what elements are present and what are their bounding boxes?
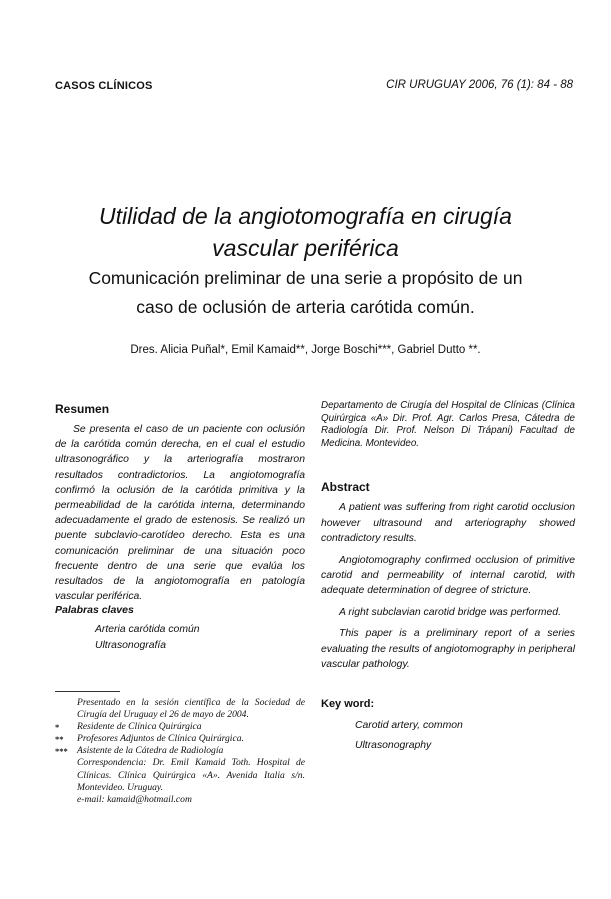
abstract-heading: Abstract (321, 480, 370, 495)
keyword-item: Ultrasonography (355, 740, 432, 752)
section-label: CASOS CLÍNICOS (55, 80, 153, 92)
palabras-claves-heading: Palabras claves (55, 604, 134, 617)
abstract-paragraph: Angiotomography confirmed occlusion of primitive carotid and permeability of internal carotid, with adequate determination of degree of stricture. (321, 554, 575, 597)
footnote-item: *** Asistente de la Cátedra de Radiología (55, 745, 224, 757)
palabras-claves-list (95, 622, 305, 654)
footnote-item: ** Profesores Adjuntos de Clínica Quirúrgica. (55, 733, 244, 745)
footnote-correspondence: Correspondencia: Dr. Emil Kamaid Toth. Hospital de Clínicas. Clínica Quirúrgica «A». Avenida Italia s/n. Montevideo. Uruguay. (77, 757, 305, 793)
footnote-item: * Residente de Clínica Quirúrgica (55, 721, 202, 733)
keyword-item: Arteria carótida común (95, 624, 200, 636)
abstract-paragraph: A patient was suffering from right carotid occlusion however ultrasound and arteriography showed contradictory results. (321, 502, 575, 545)
key-word-list (355, 716, 575, 756)
authors: Dres. Alicia Puñal*, Emil Kamaid**, Jorge Boschi***, Gabriel Dutto **. (130, 344, 481, 356)
footnote-divider (55, 691, 120, 692)
footnote-email: e-mail: kamaid@hotmail.com (77, 793, 192, 805)
keyword-item: Carotid artery, common (355, 720, 463, 732)
article-subtitle-line-1: Comunicación preliminar de una serie a propósito de un (88, 268, 523, 288)
article-title-line-1: Utilidad de la angiotomografía en cirugía (99, 203, 512, 229)
abstract-paragraph: A right subclavian carotid bridge was performed. (339, 606, 561, 618)
footnote-presented: Presentado en la sesión científica de la Sociedad de Cirugía del Uruguay el 26 de mayo de 2004. (77, 697, 305, 721)
title-block (0, 200, 611, 322)
article-title-line-2: vascular periférica (212, 235, 399, 261)
key-word-heading: Key word: (321, 698, 375, 711)
article-subtitle-line-2: caso de oclusión de arteria carótida común. (136, 297, 475, 317)
right-column (321, 400, 575, 756)
keyword-item: Ultrasonografía (95, 640, 167, 652)
resumen-text: Se presenta el caso de un paciente con oclusión de la carótida común derecha, en el cual el estudio ultrasonográfico y la arteriografía mostraron resultados contradictorios. La angiotomografía confirmó la oclusión de la carótida primitiva y la permeabilidad de la carótida interna, determinando adecuadamente el grado de estenosis. Se realizó un puente subclavio-carotídeo derecho. Esta es una comunicación preliminar de una situación poco frecuente dentro de una serie que evalúa los resultados de la angiotomografía en patología vascular periférica. (55, 424, 305, 603)
resumen-section (55, 402, 305, 654)
abstract-paragraph: This paper is a preliminary report of a series evaluating the results of angiotomography in peripheral vascular pathology. (321, 628, 575, 671)
resumen-heading: Resumen (55, 402, 110, 416)
journal-citation: CIR URUGUAY 2006, 76 (1): 84 - 88 (386, 79, 573, 91)
footnotes (55, 697, 305, 806)
affiliation: Departamento de Cirugía del Hospital de Clínicas (Clínica Quirúrgica «A» Dir. Prof. Agr. Carlos Presa, Cátedra de Radiología Dir. Prof. Nelson Di Trápani) Facultad de Medicina. Montevideo. (321, 400, 575, 449)
